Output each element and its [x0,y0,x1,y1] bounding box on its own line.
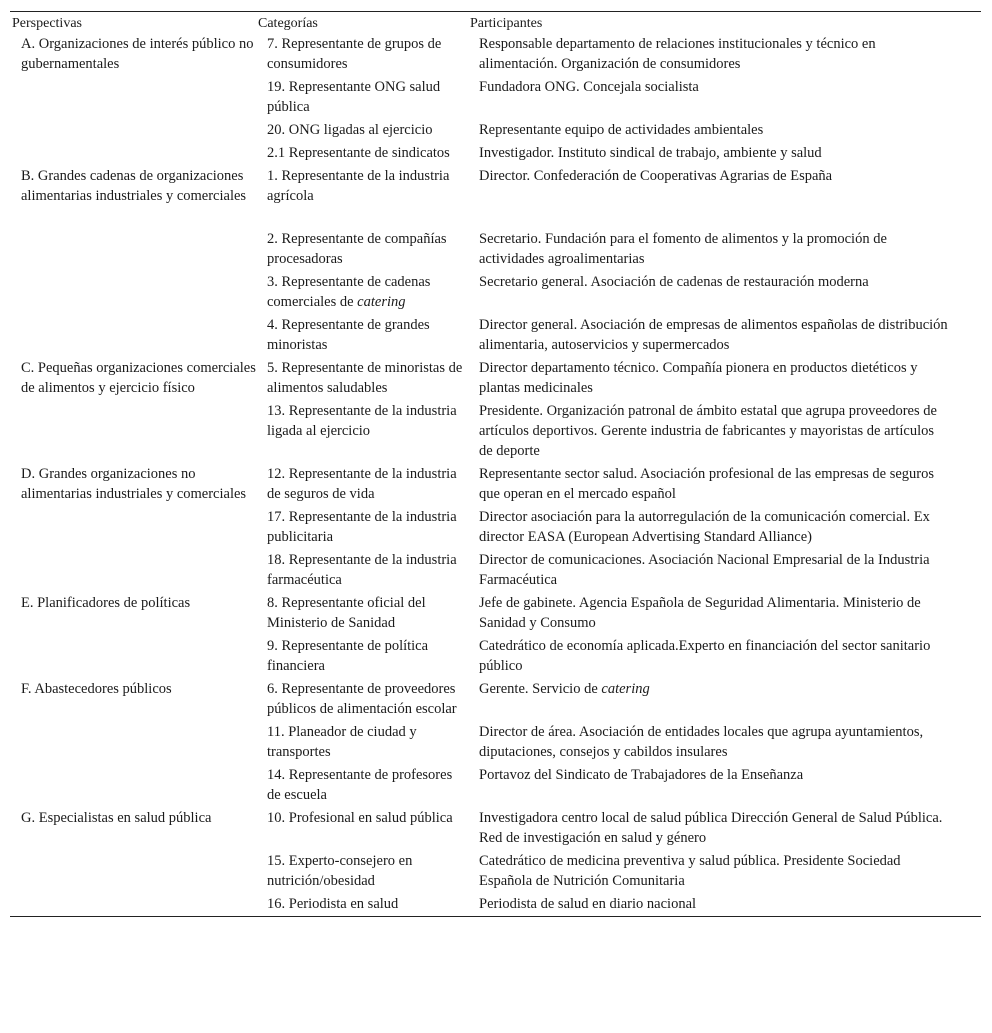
category-cell [256,765,468,805]
participant-cell [468,272,981,312]
participant-cell [468,229,981,269]
table-row [256,228,981,271]
category-cell [256,272,468,312]
category-cell [256,808,468,848]
category-text: 19. Representante ONG salud pública [267,79,441,115]
category-cell [256,315,468,355]
category-text: 18. Representante de la industria farmacéutica [267,552,457,588]
header-categories: Categorías [258,16,318,31]
participant-text: Representante equipo de actividades ambientales [479,122,764,138]
category-text: 7. Representante de grupos de consumidores [267,36,442,72]
participant-text: Director asociación para la autorregulación de la comunicación comercial. Ex director EASA (European Advertising Standard Alliance) [479,509,930,545]
group-rows [256,807,981,916]
table-row [256,764,981,807]
perspective-label: G. Especialistas en salud pública [21,810,212,826]
table-row [256,76,981,119]
participant-text: Investigador. Instituto sindical de trabajo, ambiente y salud [479,145,822,161]
participant-text: Director general. Asociación de empresas de alimentos españolas de distribución alimentaria, autoservicios y supermercados [479,317,948,353]
participant-cell [468,507,981,547]
participant-cell [468,464,981,504]
perspective-group [10,463,981,592]
category-cell [256,636,468,676]
category-text: 8. Representante oficial del Ministerio de Sanidad [267,595,426,631]
participant-text: Portavoz del Sindicato de Trabajadores de la Enseñanza [479,767,804,783]
perspective-group [10,33,981,165]
category-cell [256,77,468,117]
perspective-group [10,165,981,357]
table-row [256,271,981,314]
table-header [10,12,981,33]
group-rows [256,357,981,463]
category-cell [256,166,468,226]
participant-cell [468,851,981,891]
table-row [256,678,981,721]
category-italic-term: catering [357,294,406,310]
category-cell [256,143,468,163]
table-row [256,506,981,549]
group-rows [256,33,981,165]
participant-cell [468,401,981,461]
participant-cell [468,636,981,676]
table-row [256,357,981,400]
participant-text: Catedrático de economía aplicada.Experto en financiación del sector sanitario público [479,638,931,674]
category-cell [256,401,468,461]
category-cell [256,679,468,719]
perspective-group [10,592,981,678]
category-cell [256,358,468,398]
category-text: 11. Planeador de ciudad y transportes [267,724,417,760]
header-perspectives: Perspectivas [12,16,82,31]
participant-cell [468,808,981,848]
perspective-group [10,807,981,916]
participant-text: Jefe de gabinete. Agencia Española de Seguridad Alimentaria. Ministerio de Sanidad y Consumo [479,595,921,631]
category-text: 9. Representante de política financiera [267,638,429,674]
participant-text: Director de comunicaciones. Asociación Nacional Empresarial de la Industria Farmacéutica [479,552,930,588]
category-cell [256,120,468,140]
group-rows [256,592,981,678]
participant-text: Director. Confederación de Cooperativas Agrarias de España [479,168,833,184]
participant-cell [468,143,981,163]
participant-text: Presidente. Organización patronal de ámbito estatal que agrupa proveedores de artículos deportivos. Gerente industria de fabricantes y mayoristas de artículos de deporte [479,403,937,459]
group-rows [256,678,981,807]
table-row [256,400,981,463]
participant-cell [468,77,981,117]
participant-italic-term: catering [601,681,650,697]
table-row [256,314,981,357]
table-row [256,592,981,635]
perspective-label: C. Pequeñas organizaciones comerciales de alimentos y ejercicio físico [21,360,256,396]
participant-text: Secretario. Fundación para el fomento de alimentos y la promoción de actividades agroalimentarias [479,231,887,267]
participant-text: Responsable departamento de relaciones institucionales y técnico en alimentación. Organización de consumidores [479,36,876,72]
perspective-group [10,678,981,807]
table-row [256,807,981,850]
table-row [256,549,981,592]
category-text: 12. Representante de la industria de seguros de vida [267,466,457,502]
table-row [256,165,981,228]
category-cell [256,507,468,547]
category-cell [256,464,468,504]
category-text: 15. Experto-consejero en nutrición/obesidad [267,853,413,889]
perspective-label: F. Abastecedores públicos [21,681,172,697]
participant-cell [468,765,981,805]
category-text: 2. Representante de compañías procesadoras [267,231,447,267]
table-row [256,850,981,893]
table-row [256,721,981,764]
category-text: 3. Representante de cadenas comerciales de [267,274,431,310]
participant-cell [468,894,981,914]
participant-cell [468,120,981,140]
group-rows [256,165,981,357]
category-text: 4. Representante de grandes minoristas [267,317,430,353]
table-row [256,463,981,506]
table-row [256,142,981,165]
participant-text: Secretario general. Asociación de cadenas de restauración moderna [479,274,869,290]
stakeholder-table [10,11,981,917]
table-row [256,635,981,678]
participant-cell [468,679,981,719]
perspective-label: E. Planificadores de políticas [21,595,191,611]
category-cell [256,34,468,74]
participant-cell [468,315,981,355]
participant-cell [468,166,981,226]
participant-text: Director departamento técnico. Compañía pionera en productos dietéticos y plantas medicinales [479,360,918,396]
category-text: 13. Representante de la industria ligada al ejercicio [267,403,457,439]
participant-cell [468,34,981,74]
participant-text: Periodista de salud en diario nacional [479,896,697,912]
participant-text: Investigadora centro local de salud pública Dirección General de Salud Pública. Red de investigación en salud y género [479,810,943,846]
perspective-label: A. Organizaciones de interés público no gubernamentales [21,36,254,72]
category-cell [256,894,468,914]
category-text: 17. Representante de la industria publicitaria [267,509,457,545]
category-cell [256,722,468,762]
participant-text: Catedrático de medicina preventiva y salud pública. Presidente Sociedad Española de Nutrición Comunitaria [479,853,901,889]
category-text: 2.1 Representante de sindicatos [267,145,450,161]
perspective-group [10,357,981,463]
header-participants: Participantes [470,16,543,31]
category-text: 20. ONG ligadas al ejercicio [267,122,433,138]
category-text: 1. Representante de la industria agrícola [267,168,450,204]
category-cell [256,229,468,269]
perspective-label: D. Grandes organizaciones no alimentarias industriales y comerciales [21,466,247,502]
table-row [256,33,981,76]
participant-cell [468,358,981,398]
perspective-label: B. Grandes cadenas de organizaciones alimentarias industriales y comerciales [21,168,247,204]
category-cell [256,851,468,891]
participant-cell [468,550,981,590]
category-text: 14. Representante de profesores de escuela [267,767,453,803]
participant-text: Representante sector salud. Asociación profesional de las empresas de seguros que operan en el mercado español [479,466,934,502]
participant-text: Gerente. Servicio de [479,681,598,697]
table-row [256,119,981,142]
category-text: 10. Profesional en salud pública [267,810,453,826]
participant-cell [468,593,981,633]
table-body [10,33,981,916]
table-row [256,893,981,916]
category-cell [256,550,468,590]
participant-text: Director de área. Asociación de entidades locales que agrupa ayuntamientos, diputaciones, consejos y cabildos insulares [479,724,924,760]
group-rows [256,463,981,592]
category-text: 6. Representante de proveedores públicos de alimentación escolar [267,681,457,717]
participant-text: Fundadora ONG. Concejala socialista [479,79,699,95]
participant-cell [468,722,981,762]
category-text: 5. Representante de minoristas de alimentos saludables [267,360,463,396]
category-text: 16. Periodista en salud [267,896,399,912]
category-cell [256,593,468,633]
